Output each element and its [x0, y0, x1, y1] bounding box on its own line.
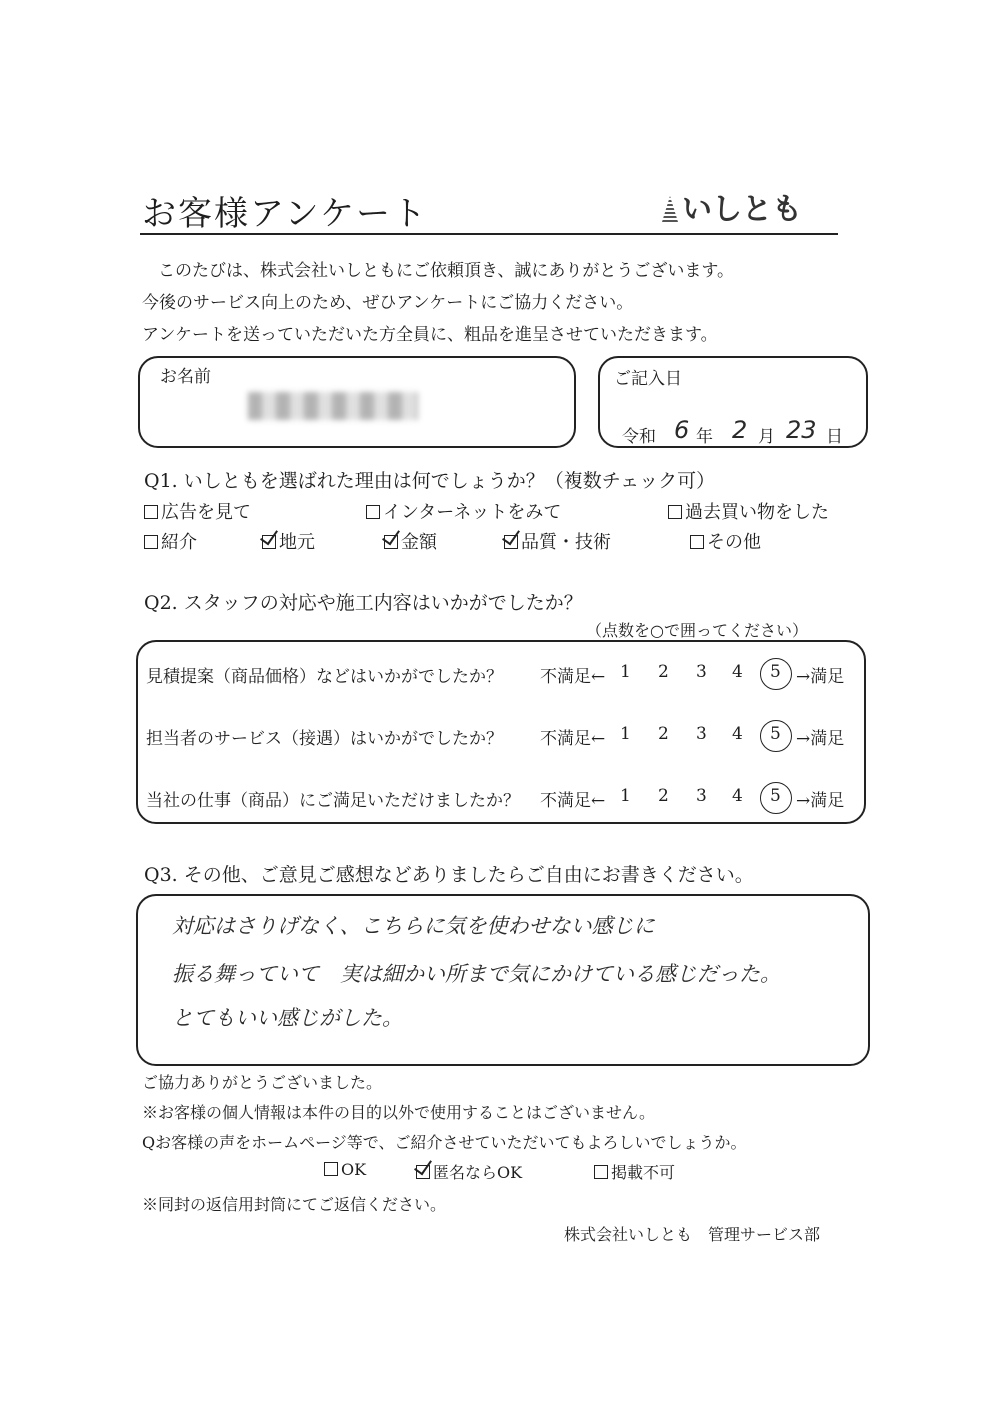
q2-row-3-high: →満足	[796, 791, 845, 811]
checkbox-checked-icon[interactable]	[416, 1165, 430, 1179]
date-year-unit: 年	[696, 427, 713, 447]
company-signature: 株式会社いしとも 管理サービス部	[564, 1225, 821, 1244]
q1-option-quality[interactable]: 品質・技術	[504, 528, 611, 554]
checkbox-checked-icon[interactable]	[504, 535, 518, 549]
q2-row-2-high: →満足	[796, 729, 845, 749]
checkbox-icon[interactable]	[144, 505, 158, 519]
q2-row-3-s1[interactable]: 1	[620, 786, 631, 806]
q3-answer-line-2: 振る舞っていて 実は細かい所まで気にかけている感じだった。	[172, 962, 781, 986]
checkbox-icon[interactable]	[144, 535, 158, 549]
q2-row-1-s5[interactable]: 5	[770, 662, 781, 682]
q3-answer-line-1: 対応はさりげなく、こちらに気を使わせない感じに	[172, 914, 655, 938]
date-label: ご記入日	[614, 369, 682, 389]
consent-option-anonymous[interactable]: 匿名ならOK	[416, 1160, 522, 1183]
q2-row-3-s5[interactable]: 5	[770, 786, 781, 806]
checkbox-checked-icon[interactable]	[262, 535, 276, 549]
date-month-unit: 月	[758, 427, 775, 447]
intro-line-2: 今後のサービス向上のため、ぜひアンケートにご協力ください。	[142, 293, 634, 313]
name-redacted	[248, 392, 418, 420]
q2-row-2-s2[interactable]: 2	[658, 724, 669, 744]
q1-option-local[interactable]: 地元	[262, 528, 315, 554]
thanks-text: ご協力ありがとうございました。	[142, 1073, 383, 1092]
q2-note: （点数を○で囲ってください）	[586, 621, 808, 640]
return-note: ※同封の返信用封筒にてご返信ください。	[142, 1195, 447, 1214]
q1-option-ads[interactable]: 広告を見て	[144, 498, 251, 524]
q2-row-2-s3[interactable]: 3	[696, 724, 707, 744]
checkbox-checked-icon[interactable]	[384, 535, 398, 549]
logo-icon	[662, 196, 678, 222]
q2-row-1-s2[interactable]: 2	[658, 662, 669, 682]
q2-row-2-selected-circle	[760, 720, 792, 752]
q3-answer-line-3: とてもいい感じがした。	[172, 1006, 403, 1030]
intro-line-3: アンケートを送っていただいた方全員に、粗品を進呈させていただきます。	[142, 325, 718, 345]
checkbox-icon[interactable]	[594, 1165, 608, 1179]
q2-row-2-low: 不満足←	[540, 729, 606, 749]
q2-row-1-selected-circle	[760, 658, 792, 690]
date-year: 6	[674, 416, 690, 444]
company-logo	[662, 184, 802, 228]
q1-option-referral[interactable]: 紹介	[144, 528, 197, 554]
intro-line-1: このたびは、株式会社いしともにご依頼頂き、誠にありがとうございます。	[158, 261, 734, 281]
q2-row-3-s3[interactable]: 3	[696, 786, 707, 806]
q2-row-1-question: 見積提案（商品価格）などはいかがでしたか？	[146, 667, 503, 687]
privacy-note: ※お客様の個人情報は本件の目的以外で使用することはございません。	[142, 1103, 655, 1122]
name-label: お名前	[160, 367, 211, 387]
q1-option-other[interactable]: その他	[690, 528, 761, 554]
q2-title: Q2. スタッフの対応や施工内容はいかがでしたか？	[144, 592, 583, 614]
q2-row-3-s4[interactable]: 4	[732, 786, 743, 806]
survey-title: お客様アンケート	[142, 194, 428, 234]
checkbox-icon[interactable]	[366, 505, 380, 519]
consent-option-ok[interactable]: OK	[324, 1160, 366, 1179]
q2-row-3-low: 不満足←	[540, 791, 606, 811]
consent-question: Qお客様の声をホームページ等で、ご紹介させていただいてもよろしいでしょうか。	[142, 1133, 747, 1152]
checkbox-icon[interactable]	[668, 505, 682, 519]
date-month: 2	[732, 416, 748, 444]
q2-row-3-selected-circle	[760, 782, 792, 814]
q2-row-3-question: 当社の仕事（商品）にご満足いただけましたか？	[146, 791, 520, 811]
date-day-unit: 日	[826, 427, 843, 447]
q2-row-1-s4[interactable]: 4	[732, 662, 743, 682]
q2-row-1-s1[interactable]: 1	[620, 662, 631, 682]
q2-row-1-low: 不満足←	[540, 667, 606, 687]
consent-option-decline[interactable]: 掲載不可	[594, 1160, 675, 1183]
q1-option-price[interactable]: 金額	[384, 528, 437, 554]
checkbox-icon[interactable]	[690, 535, 704, 549]
q2-row-1-high: →満足	[796, 667, 845, 687]
q2-row-2-s5[interactable]: 5	[770, 724, 781, 744]
q2-row-2-s4[interactable]: 4	[732, 724, 743, 744]
q2-row-3-s2[interactable]: 2	[658, 786, 669, 806]
q2-row-1-s3[interactable]: 3	[696, 662, 707, 682]
logo-text: いしとも	[682, 192, 802, 227]
q1-option-internet[interactable]: インターネットをみて	[366, 498, 561, 524]
q3-title: Q3. その他、ご意見ご感想などありましたらご自由にお書きください。	[144, 864, 754, 886]
title-underline	[140, 233, 838, 235]
date-era: 令和	[622, 427, 656, 447]
checkbox-icon[interactable]	[324, 1162, 338, 1176]
date-day: 23	[786, 416, 817, 444]
q1-option-past-purchase[interactable]: 過去買い物をした	[668, 498, 829, 524]
q1-title: Q1. いしともを選ばれた理由は何でしょうか？（複数チェック可）	[144, 470, 716, 492]
q2-row-2-s1[interactable]: 1	[620, 724, 631, 744]
q2-row-2-question: 担当者のサービス（接遇）はいかがでしたか？	[146, 729, 503, 749]
